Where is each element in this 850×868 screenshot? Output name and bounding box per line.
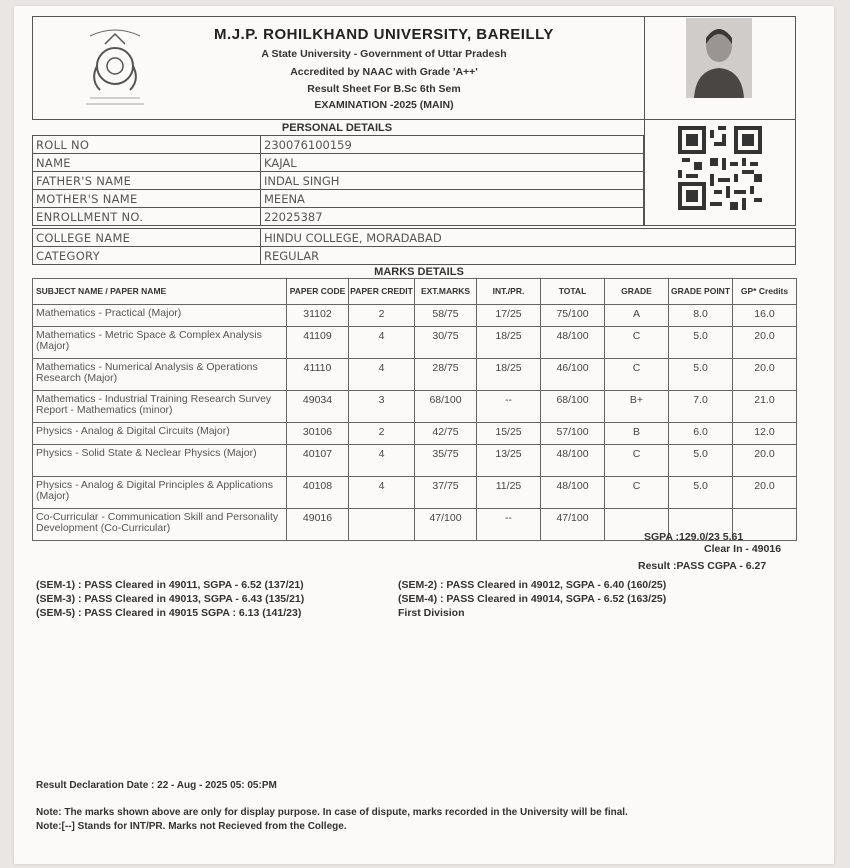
detail-row xyxy=(33,190,644,208)
subject-cell: Mathematics - Numerical Analysis & Operations Research (Major) xyxy=(33,359,287,391)
university-status: A State University - Government of Uttar Pradesh xyxy=(261,48,507,60)
gp-credits-cell: 20.0 xyxy=(733,327,797,359)
detail-row xyxy=(33,154,644,172)
header-int-pr: INT./PR. xyxy=(477,279,541,305)
paper-code-cell: 31102 xyxy=(287,305,349,327)
detail-row xyxy=(33,136,644,154)
marks-table xyxy=(32,278,797,541)
paper-credit-cell: 2 xyxy=(349,305,415,327)
gp-credits-cell: 16.0 xyxy=(733,305,797,327)
marks-row xyxy=(33,423,797,445)
grade-point-cell: 8.0 xyxy=(669,305,733,327)
int-pr-cell: 17/25 xyxy=(477,305,541,327)
detail-value: MEENA xyxy=(261,190,644,208)
header-total: TOTAL xyxy=(541,279,605,305)
division: First Division xyxy=(398,607,465,619)
total-cell: 48/100 xyxy=(541,445,605,477)
accreditation: Accredited by NAAC with Grade 'A++' xyxy=(290,66,478,78)
int-pr-note: Note:[--] Stands for INT/PR. Marks not Recieved from the College. xyxy=(36,821,347,832)
subject-cell: Physics - Analog & Digital Circuits (Major) xyxy=(33,423,287,445)
gp-credits-cell: 12.0 xyxy=(733,423,797,445)
marks-row xyxy=(33,477,797,509)
total-cell: 75/100 xyxy=(541,305,605,327)
paper-credit-cell: 3 xyxy=(349,391,415,423)
semester-result: (SEM-2) : PASS Cleared in 49012, SGPA - 6.40 (160/25) xyxy=(398,579,667,591)
paper-code-cell: 49034 xyxy=(287,391,349,423)
grade-cell: C xyxy=(605,477,669,509)
grade-cell: C xyxy=(605,327,669,359)
paper-code-cell: 40108 xyxy=(287,477,349,509)
university-logo xyxy=(60,20,170,112)
sgpa-summary: SGPA :129.0/23 5.61 xyxy=(644,531,744,543)
header-gp-credits: GP* Credits xyxy=(733,279,797,305)
marks-row xyxy=(33,305,797,327)
university-name: M.J.P. ROHILKHAND UNIVERSITY, BAREILLY xyxy=(214,26,554,43)
ext-marks-cell: 47/100 xyxy=(415,509,477,541)
header-grade: GRADE xyxy=(605,279,669,305)
detail-row xyxy=(33,229,796,247)
gp-credits-cell: 21.0 xyxy=(733,391,797,423)
total-cell: 57/100 xyxy=(541,423,605,445)
grade-cell: B+ xyxy=(605,391,669,423)
int-pr-cell: 11/25 xyxy=(477,477,541,509)
detail-label: NAME xyxy=(33,154,261,172)
header-subject: SUBJECT NAME / PAPER NAME xyxy=(33,279,287,305)
ext-marks-cell: 30/75 xyxy=(415,327,477,359)
detail-value: HINDU COLLEGE, MORADABAD xyxy=(261,229,796,247)
int-pr-cell: 18/25 xyxy=(477,327,541,359)
total-cell: 48/100 xyxy=(541,327,605,359)
ext-marks-cell: 35/75 xyxy=(415,445,477,477)
header-paper-credit: PAPER CREDIT xyxy=(349,279,415,305)
detail-value: 230076100159 xyxy=(261,136,644,154)
marks-header-row xyxy=(33,279,797,305)
subject-cell: Physics - Solid State & Neclear Physics (Major) xyxy=(33,445,287,477)
gp-credits-cell: 20.0 xyxy=(733,359,797,391)
semester-result: (SEM-1) : PASS Cleared in 49011, SGPA - 6.52 (137/21) xyxy=(36,579,304,591)
detail-row xyxy=(33,208,644,226)
personal-details-table xyxy=(32,135,644,226)
paper-code-cell: 40107 xyxy=(287,445,349,477)
int-pr-cell: 13/25 xyxy=(477,445,541,477)
total-cell: 68/100 xyxy=(541,391,605,423)
paper-credit-cell: 4 xyxy=(349,445,415,477)
student-photo xyxy=(686,18,752,98)
paper-code-cell: 41109 xyxy=(287,327,349,359)
detail-value: 22025387 xyxy=(261,208,644,226)
header-grade-point: GRADE POINT xyxy=(669,279,733,305)
paper-credit-cell xyxy=(349,509,415,541)
marks-details-title: MARKS DETAILS xyxy=(374,266,464,278)
grade-cell: C xyxy=(605,359,669,391)
gp-credits-cell: 20.0 xyxy=(733,445,797,477)
detail-value: REGULAR xyxy=(261,247,796,265)
ext-marks-cell: 28/75 xyxy=(415,359,477,391)
paper-code-cell: 30106 xyxy=(287,423,349,445)
int-pr-cell: -- xyxy=(477,391,541,423)
detail-label: CATEGORY xyxy=(33,247,261,265)
subject-cell: Mathematics - Industrial Training Research Survey Report - Mathematics (minor) xyxy=(33,391,287,423)
detail-row xyxy=(33,172,644,190)
subject-cell: Mathematics - Metric Space & Complex Analysis (Major) xyxy=(33,327,287,359)
detail-label: ENROLLMENT NO. xyxy=(33,208,261,226)
ext-marks-cell: 68/100 xyxy=(415,391,477,423)
int-pr-cell: -- xyxy=(477,509,541,541)
detail-label: FATHER'S NAME xyxy=(33,172,261,190)
detail-row xyxy=(33,247,796,265)
paper-code-cell: 41110 xyxy=(287,359,349,391)
detail-value: KAJAL xyxy=(261,154,644,172)
semester-results-left xyxy=(36,578,304,620)
grade-point-cell: 7.0 xyxy=(669,391,733,423)
int-pr-cell: 15/25 xyxy=(477,423,541,445)
marks-row xyxy=(33,391,797,423)
total-cell: 47/100 xyxy=(541,509,605,541)
grade-point-cell: 6.0 xyxy=(669,423,733,445)
grade-point-cell: 5.0 xyxy=(669,445,733,477)
total-cell: 46/100 xyxy=(541,359,605,391)
semester-result: (SEM-4) : PASS Cleared in 49014, SGPA - 6.52 (163/25) xyxy=(398,593,667,605)
header-paper-code: PAPER CODE xyxy=(287,279,349,305)
ext-marks-cell: 42/75 xyxy=(415,423,477,445)
grade-point-cell: 5.0 xyxy=(669,359,733,391)
paper-credit-cell: 2 xyxy=(349,423,415,445)
detail-label: COLLEGE NAME xyxy=(33,229,261,247)
semester-result: (SEM-3) : PASS Cleared in 49013, SGPA - 6.43 (135/21) xyxy=(36,593,305,605)
semester-result: (SEM-5) : PASS Cleared in 49015 SGPA : 6.13 (141/23) xyxy=(36,607,302,619)
declaration-date: Result Declaration Date : 22 - Aug - 2025 05: 05:PM xyxy=(36,780,277,791)
header-ext-marks: EXT.MARKS xyxy=(415,279,477,305)
marks-row xyxy=(33,359,797,391)
marks-row xyxy=(33,327,797,359)
grade-cell: B xyxy=(605,423,669,445)
paper-credit-cell: 4 xyxy=(349,359,415,391)
grade-cell: A xyxy=(605,305,669,327)
detail-label: MOTHER'S NAME xyxy=(33,190,261,208)
paper-credit-cell: 4 xyxy=(349,477,415,509)
subject-cell: Co-Curricular - Communication Skill and Personality Development (Co-Curricular) xyxy=(33,509,287,541)
examination-title: EXAMINATION -2025 (MAIN) xyxy=(314,99,454,111)
display-note: Note: The marks shown above are only for display purpose. In case of dispute, marks recorded in the University will be final. xyxy=(36,807,628,818)
result-sheet-title: Result Sheet For B.Sc 6th Sem xyxy=(307,83,461,95)
paper-code-cell: 49016 xyxy=(287,509,349,541)
clear-in: Clear In - 49016 xyxy=(704,543,782,555)
gp-credits-cell: 20.0 xyxy=(733,477,797,509)
paper-credit-cell: 4 xyxy=(349,327,415,359)
int-pr-cell: 18/25 xyxy=(477,359,541,391)
personal-details-title: PERSONAL DETAILS xyxy=(281,122,393,134)
subject-cell: Physics - Analog & Digital Principles & Applications (Major) xyxy=(33,477,287,509)
college-details-table xyxy=(32,228,796,265)
grade-point-cell: 5.0 xyxy=(669,327,733,359)
result-cgpa: Result :PASS CGPA - 6.27 xyxy=(638,560,767,572)
semester-results-right xyxy=(398,578,666,620)
ext-marks-cell: 37/75 xyxy=(415,477,477,509)
total-cell: 48/100 xyxy=(541,477,605,509)
grade-cell: C xyxy=(605,445,669,477)
marks-row xyxy=(33,445,797,477)
qr-code xyxy=(678,126,762,210)
ext-marks-cell: 58/75 xyxy=(415,305,477,327)
detail-value: INDAL SINGH xyxy=(261,172,644,190)
result-sheet xyxy=(14,6,834,864)
detail-label: ROLL NO xyxy=(33,136,261,154)
subject-cell: Mathematics - Practical (Major) xyxy=(33,305,287,327)
grade-point-cell: 5.0 xyxy=(669,477,733,509)
